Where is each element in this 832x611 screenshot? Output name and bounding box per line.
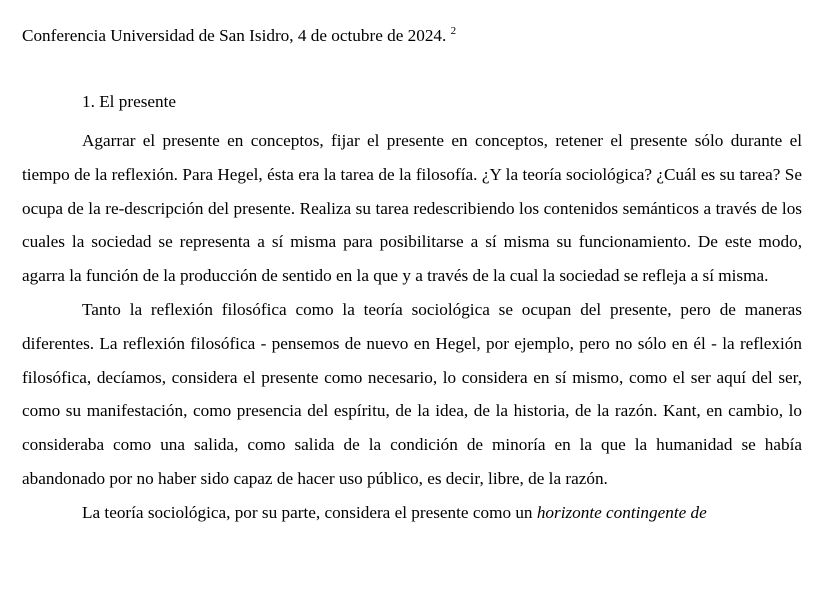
paragraph-3-italic-text: horizonte contingente de [536, 502, 707, 522]
footnote-reference[interactable]: 2 [450, 25, 457, 37]
conference-header [22, 19, 456, 48]
conference-header-text: Conferencia Universidad de San Isidro, 4 de octubre de 2024. [22, 26, 447, 45]
paragraph-3 [22, 496, 802, 530]
body-text [22, 124, 802, 530]
paragraph-2: Tanto la reflexión filosófica como la teoría sociológica se ocupan del presente, pero de maneras diferentes. La reflexión filosófica - pensemos de nuevo en Hegel, por ejemplo, pero no sólo en él - la reflexión filosófica, decíamos, considera el presente como necesario, lo considera en sí mismo, como el ser aquí del ser, como su manifestación, como presencia del espíritu, de la idea, de la historia, de la razón. Kant, en cambio, lo consideraba como una salida, como salida de la condición de minoría en la que la humanidad se había abandonado por no haber sido capaz de hacer uso público, es decir, libre, de la razón. [22, 299, 802, 488]
paragraph-3-text: La teoría sociológica, por su parte, considera el presente como un [82, 502, 533, 522]
paragraph-1: Agarrar el presente en conceptos, fijar el presente en conceptos, retener el presente sólo durante el tiempo de la reflexión. Para Hegel, ésta era la tarea de la filosofía. ¿Y la teoría sociológica? ¿Cuál es su tarea? Se ocupa de la re-descripción del presente. Realiza su tarea redescribiendo los contenidos semánticos a través de los cuales la sociedad se representa a sí misma para posibilitarse a sí misma su funcionamiento. De este modo, agarra la función de la producción de sentido en la que y a través de la cual la sociedad se refleja a sí misma. [22, 131, 802, 286]
section-heading: 1. El presente [82, 92, 177, 111]
